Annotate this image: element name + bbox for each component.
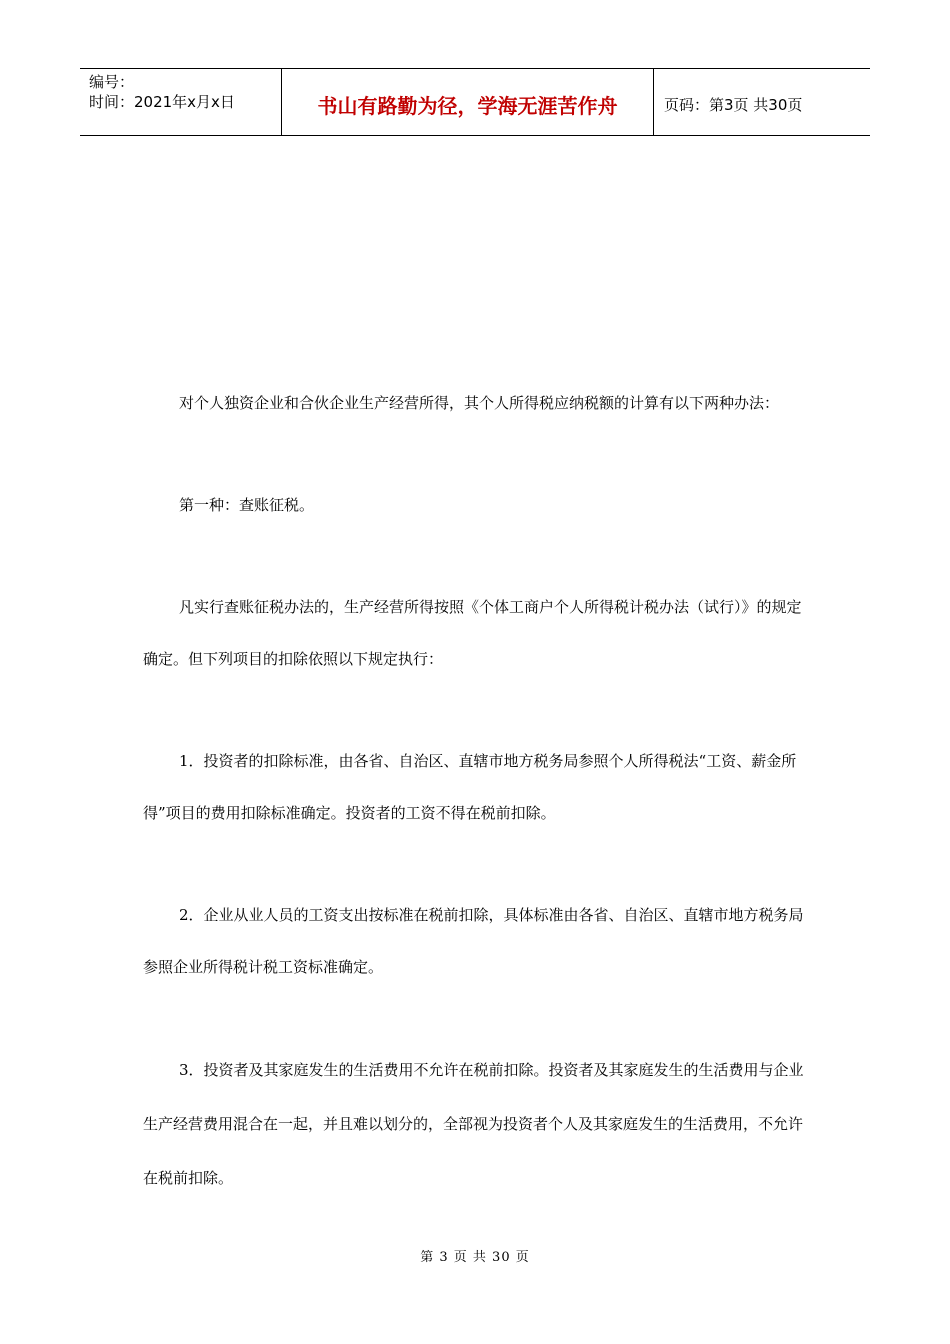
- paragraph-intro: 对个人独资企业和合伙企业生产经营所得，其个人所得税应纳税额的计算有以下两种办法：: [179, 394, 780, 412]
- paragraph-item-3: 3．投资者及其家庭发生的生活费用不允许在税前扣除。投资者及其家庭发生的生活费用与企业生产经营费用混合在一起，并且难以划分的，全部视为投资者个人及其家庭发生的生活费用，不允许在税前扣除。: [143, 1061, 804, 1187]
- header-motto: 书山有路勤为径，学海无涯苦作舟: [317, 93, 618, 118]
- document-header: [80, 68, 870, 136]
- document-date-label: 时间：2021年x月x日: [89, 93, 235, 111]
- footer-page-number: 第 3 页 共 30 页: [420, 1250, 530, 1265]
- page-footer: [0, 1246, 950, 1265]
- paragraph-item-2: 2．企业从业人员的工资支出按标准在税前扣除，具体标准由各省、自治区、直辖市地方税务局参照企业所得税计税工资标准确定。: [143, 906, 804, 976]
- paragraph-item-1: 1．投资者的扣除标准，由各省、自治区、直辖市地方税务局参照个人所得税法“工资、薪金所得”项目的费用扣除标准确定。投资者的工资不得在税前扣除。: [143, 752, 797, 822]
- paragraph-method-one: 第一种：查账征税。: [179, 496, 315, 514]
- header-page-label: 页码：第3页 共30页: [664, 95, 803, 114]
- paragraph-audit-rule: 凡实行查账征税办法的，生产经营所得按照《个体工商户个人所得税计税办法（试行）》的规定确定。但下列项目的扣除依照以下规定执行：: [143, 598, 802, 668]
- document-number-label: 编号：: [89, 73, 135, 91]
- header-meta-cell: [80, 69, 282, 135]
- document-body: [143, 377, 813, 1255]
- header-page-cell: [654, 69, 870, 135]
- header-motto-cell: [282, 69, 654, 135]
